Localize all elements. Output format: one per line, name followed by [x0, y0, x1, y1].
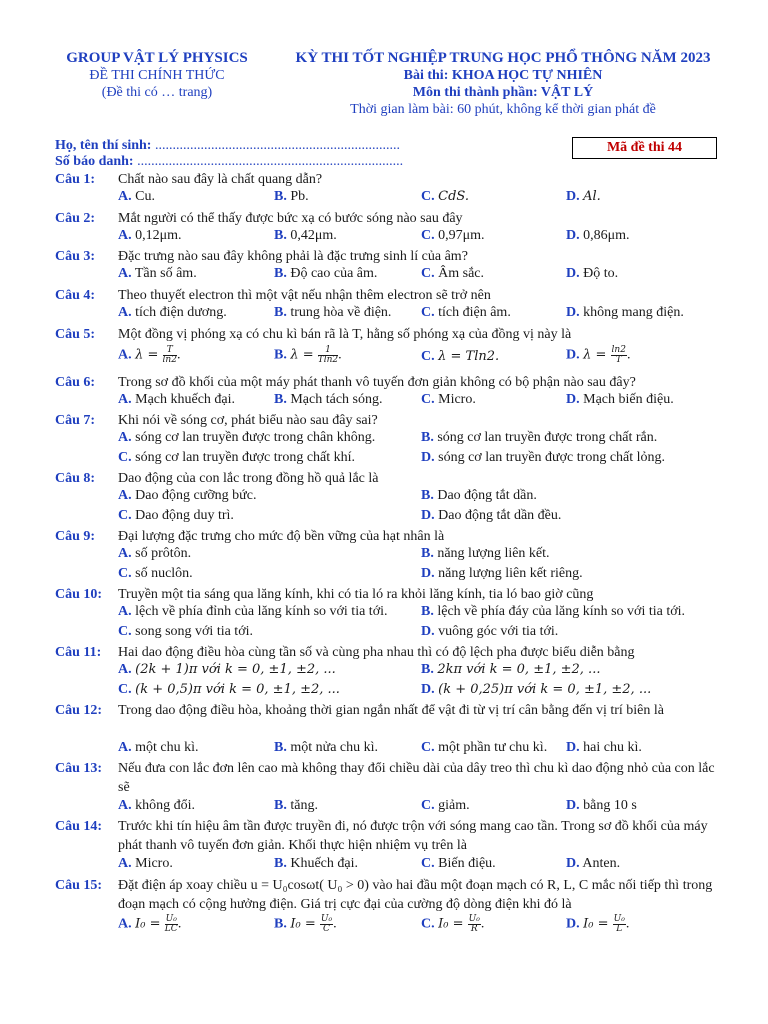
option-b: B. một nửa chu kì. — [274, 740, 379, 755]
id-field: ............................................................................ — [133, 154, 404, 169]
question-number: Câu 10: — [55, 587, 103, 602]
option-d: D. Al. — [566, 189, 601, 204]
option-a: A. Dao động cưỡng bức. — [118, 488, 257, 503]
option-a: A. số prôtôn. — [118, 546, 192, 561]
option-d: D. Độ to. — [566, 266, 619, 281]
exam-header — [268, 50, 738, 118]
option-c: C. (k + 0,5)π với k = 0, ±1, ±2, ... — [118, 682, 340, 697]
question-10 — [55, 585, 720, 604]
question-text: Nếu đưa con lắc đơn lên cao mà không thay đổi chiều dài của dây treo thì chu kì dao động nhỏ của con lắc sẽ — [118, 761, 715, 795]
option-a: A. Tần số âm. — [118, 266, 197, 281]
option-a: A. tích điện dương. — [118, 305, 227, 320]
option-b: B. Pb. — [274, 189, 309, 204]
school-header — [52, 50, 262, 101]
option-d: D. không mang điện. — [566, 305, 684, 320]
option-c: C. 0,97μm. — [421, 228, 485, 243]
exam-component: Môn thi thành phần: VẬT LÝ — [412, 85, 594, 100]
question-11 — [55, 643, 720, 662]
option-a: A. (2k + 1)π với k = 0, ±1, ±2, ... — [118, 662, 336, 677]
question-number: Câu 6: — [55, 375, 96, 390]
id-label: Số báo danh: — [55, 154, 134, 169]
option-d: D. Mạch biến điệu. — [566, 392, 674, 407]
question-number: Câu 12: — [55, 703, 103, 718]
question-7 — [55, 411, 720, 430]
option-c: C. song song với tia tới. — [118, 624, 253, 639]
option-d: D. năng lượng liên kết riêng. — [421, 566, 583, 581]
question-number: Câu 15: — [55, 878, 103, 893]
question-14 — [55, 817, 720, 855]
option-b: B. I₀ = $\frac{\text{U₀}}{C}$ . — [274, 914, 337, 934]
option-c: C. Micro. — [421, 392, 476, 407]
question-text: Dao động của con lắc trong đồng hồ quả lắc là — [118, 471, 379, 486]
option-b: B. Khuếch đại. — [274, 856, 358, 871]
question-text: Hai dao động điều hòa cùng tần số và cùng pha nhau thì có độ lệch pha được biểu diễn bằng — [118, 645, 635, 660]
name-label: Họ, tên thí sinh: — [55, 138, 152, 153]
question-8 — [55, 469, 720, 488]
option-c: C. một phần tư chu kì. — [421, 740, 548, 755]
question-number: Câu 5: — [55, 327, 96, 342]
exam-subject: Bài thi: KHOA HỌC TỰ NHIÊN — [403, 68, 603, 83]
option-b: B. sóng cơ lan truyền được trong chất rắn. — [421, 430, 658, 445]
option-c: C. Âm sắc. — [421, 266, 485, 281]
organization-name: GROUP VẬT LÝ PHYSICS — [66, 50, 248, 66]
option-d: D. sóng cơ lan truyền được trong chất lỏng. — [421, 450, 666, 465]
student-info — [55, 138, 403, 170]
question-5 — [55, 325, 720, 344]
option-b: B. λ = $\frac{1}{Tln2}$ . — [274, 345, 342, 365]
option-c: C. λ = Tln2. — [421, 349, 500, 364]
option-c: C. Dao động duy trì. — [118, 508, 234, 523]
question-text: Theo thuyết electron thì một vật nếu nhận thêm electron sẽ trở nên — [118, 288, 491, 303]
option-b: B. năng lượng liên kết. — [421, 546, 550, 561]
option-c: C. CdS. — [421, 189, 469, 204]
question-text: Trong dao động điều hòa, khoảng thời gian ngắn nhất để vật đi từ vị trí cân bằng đến vị trí biên là — [118, 703, 664, 718]
option-c: C. sóng cơ lan truyền được trong chất khí. — [118, 450, 356, 465]
option-d: D. I₀ = $\frac{\text{U₀}}{L}$ . — [566, 914, 630, 934]
question-text: Khi nói về sóng cơ, phát biểu nào sau đây sai? — [118, 413, 378, 428]
question-number: Câu 13: — [55, 761, 103, 776]
question-3 — [55, 247, 720, 266]
question-number: Câu 7: — [55, 413, 96, 428]
question-text: Một đồng vị phóng xạ có chu kì bán rã là T, hằng số phóng xạ của đồng vị này là — [118, 327, 572, 342]
option-c: C. tích điện âm. — [421, 305, 511, 320]
option-b: B. 2kπ với k = 0, ±1, ±2, ... — [421, 662, 601, 677]
question-text: Chất nào sau đây là chất quang dẫn? — [118, 172, 323, 187]
question-number: Câu 14: — [55, 819, 103, 834]
question-13 — [55, 759, 720, 797]
option-c: C. số nuclôn. — [118, 566, 193, 581]
page-count: (Đề thi có … trang) — [101, 85, 213, 100]
exam-time: Thời gian làm bài: 60 phút, không kể thời gian phát đề — [350, 102, 656, 117]
option-d: D. vuông góc với tia tới. — [421, 624, 559, 639]
option-a: A. λ = $\frac{T}{\ln 2}$ . — [118, 345, 181, 365]
question-number: Câu 1: — [55, 172, 96, 187]
option-d: D. λ = $\frac{\ln 2}{T}$ . — [566, 345, 631, 365]
option-b: B. 0,42μm. — [274, 228, 337, 243]
option-b: B. lệch về phía đáy của lăng kính so với tia tới. — [421, 604, 686, 619]
name-field: ...................................................................... — [151, 138, 400, 153]
exam-title: KỲ THI TỐT NGHIỆP TRUNG HỌC PHỔ THÔNG NĂM 2023 — [295, 50, 711, 66]
question-2 — [55, 209, 720, 228]
question-15 — [55, 876, 720, 914]
question-text: Mắt người có thể thấy được bức xạ có bước sóng nào sau đây — [118, 211, 463, 226]
option-d: D. 0,86μm. — [566, 228, 630, 243]
option-b: B. Mạch tách sóng. — [274, 392, 383, 407]
option-a: A. I₀ = $\frac{\text{U₀}}{LC}$ . — [118, 914, 182, 934]
option-b: B. Độ cao của âm. — [274, 266, 378, 281]
question-number: Câu 11: — [55, 645, 102, 660]
question-text: Đại lượng đặc trưng cho mức độ bền vững của hạt nhân là — [118, 529, 445, 544]
option-a: A. 0,12μm. — [118, 228, 182, 243]
option-d: D. Dao động tắt dần đều. — [421, 508, 562, 523]
option-d: D. bằng 10 s — [566, 798, 637, 813]
option-d: D. Anten. — [566, 856, 621, 871]
option-a: A. không đổi. — [118, 798, 196, 813]
question-12 — [55, 701, 720, 720]
question-text: Trước khi tín hiệu âm tần được truyền đi, nó được trộn với sóng mang cao tần. Trong sơ đồ khối của máy phát thanh vô tuyến đơn giản. Khối thực hiện nhiệm vụ trên là — [118, 819, 708, 853]
question-number: Câu 8: — [55, 471, 96, 486]
option-d: D. hai chu kì. — [566, 740, 642, 755]
question-4 — [55, 286, 720, 305]
question-9 — [55, 527, 720, 546]
question-text: Đặt điện áp xoay chiều u = U₀cosωt( U₀ > 0) vào hai đầu một đoạn mạch có R, L, C mắc nối tiếp thì trong đoạn mạch có cộng hưởng điện. Giá trị cực đại của cường độ dòng điện khi đó là — [118, 878, 713, 912]
question-number: Câu 2: — [55, 211, 96, 226]
option-d: D. (k + 0,25)π với k = 0, ±1, ±2, ... — [421, 682, 652, 697]
option-b: B. tăng. — [274, 798, 318, 813]
option-b: B. trung hòa về điện. — [274, 305, 392, 320]
exam-code-box: Mã đề thi 44 — [572, 137, 717, 159]
question-text: Đặc trưng nào sau đây không phải là đặc trưng sinh lí của âm? — [118, 249, 468, 264]
option-a: A. sóng cơ lan truyền được trong chân không. — [118, 430, 376, 445]
option-c: C. giảm. — [421, 798, 470, 813]
option-a: A. lệch về phía đỉnh của lăng kính so với tia tới. — [118, 604, 388, 619]
question-text: Trong sơ đồ khối của một máy phát thanh vô tuyến đơn giản không có bộ phận nào sau đây? — [118, 375, 636, 390]
option-a: A. Mạch khuếch đại. — [118, 392, 236, 407]
option-c: C. Biến điệu. — [421, 856, 496, 871]
question-1 — [55, 170, 720, 189]
option-a: A. Cu. — [118, 189, 155, 204]
question-number: Câu 4: — [55, 288, 96, 303]
option-a: A. một chu kì. — [118, 740, 199, 755]
option-b: B. Dao động tắt dần. — [421, 488, 537, 503]
question-6 — [55, 373, 720, 392]
question-number: Câu 9: — [55, 529, 96, 544]
option-c: C. I₀ = $\frac{\text{U₀}}{R}$ . — [421, 914, 485, 934]
option-a: A. Micro. — [118, 856, 173, 871]
question-text: Truyền một tia sáng qua lăng kính, khi có tia ló ra khỏi lăng kính, tia ló bao giờ cũng — [118, 587, 594, 602]
official-label: ĐỀ THI CHÍNH THỨC — [89, 68, 225, 83]
question-number: Câu 3: — [55, 249, 96, 264]
